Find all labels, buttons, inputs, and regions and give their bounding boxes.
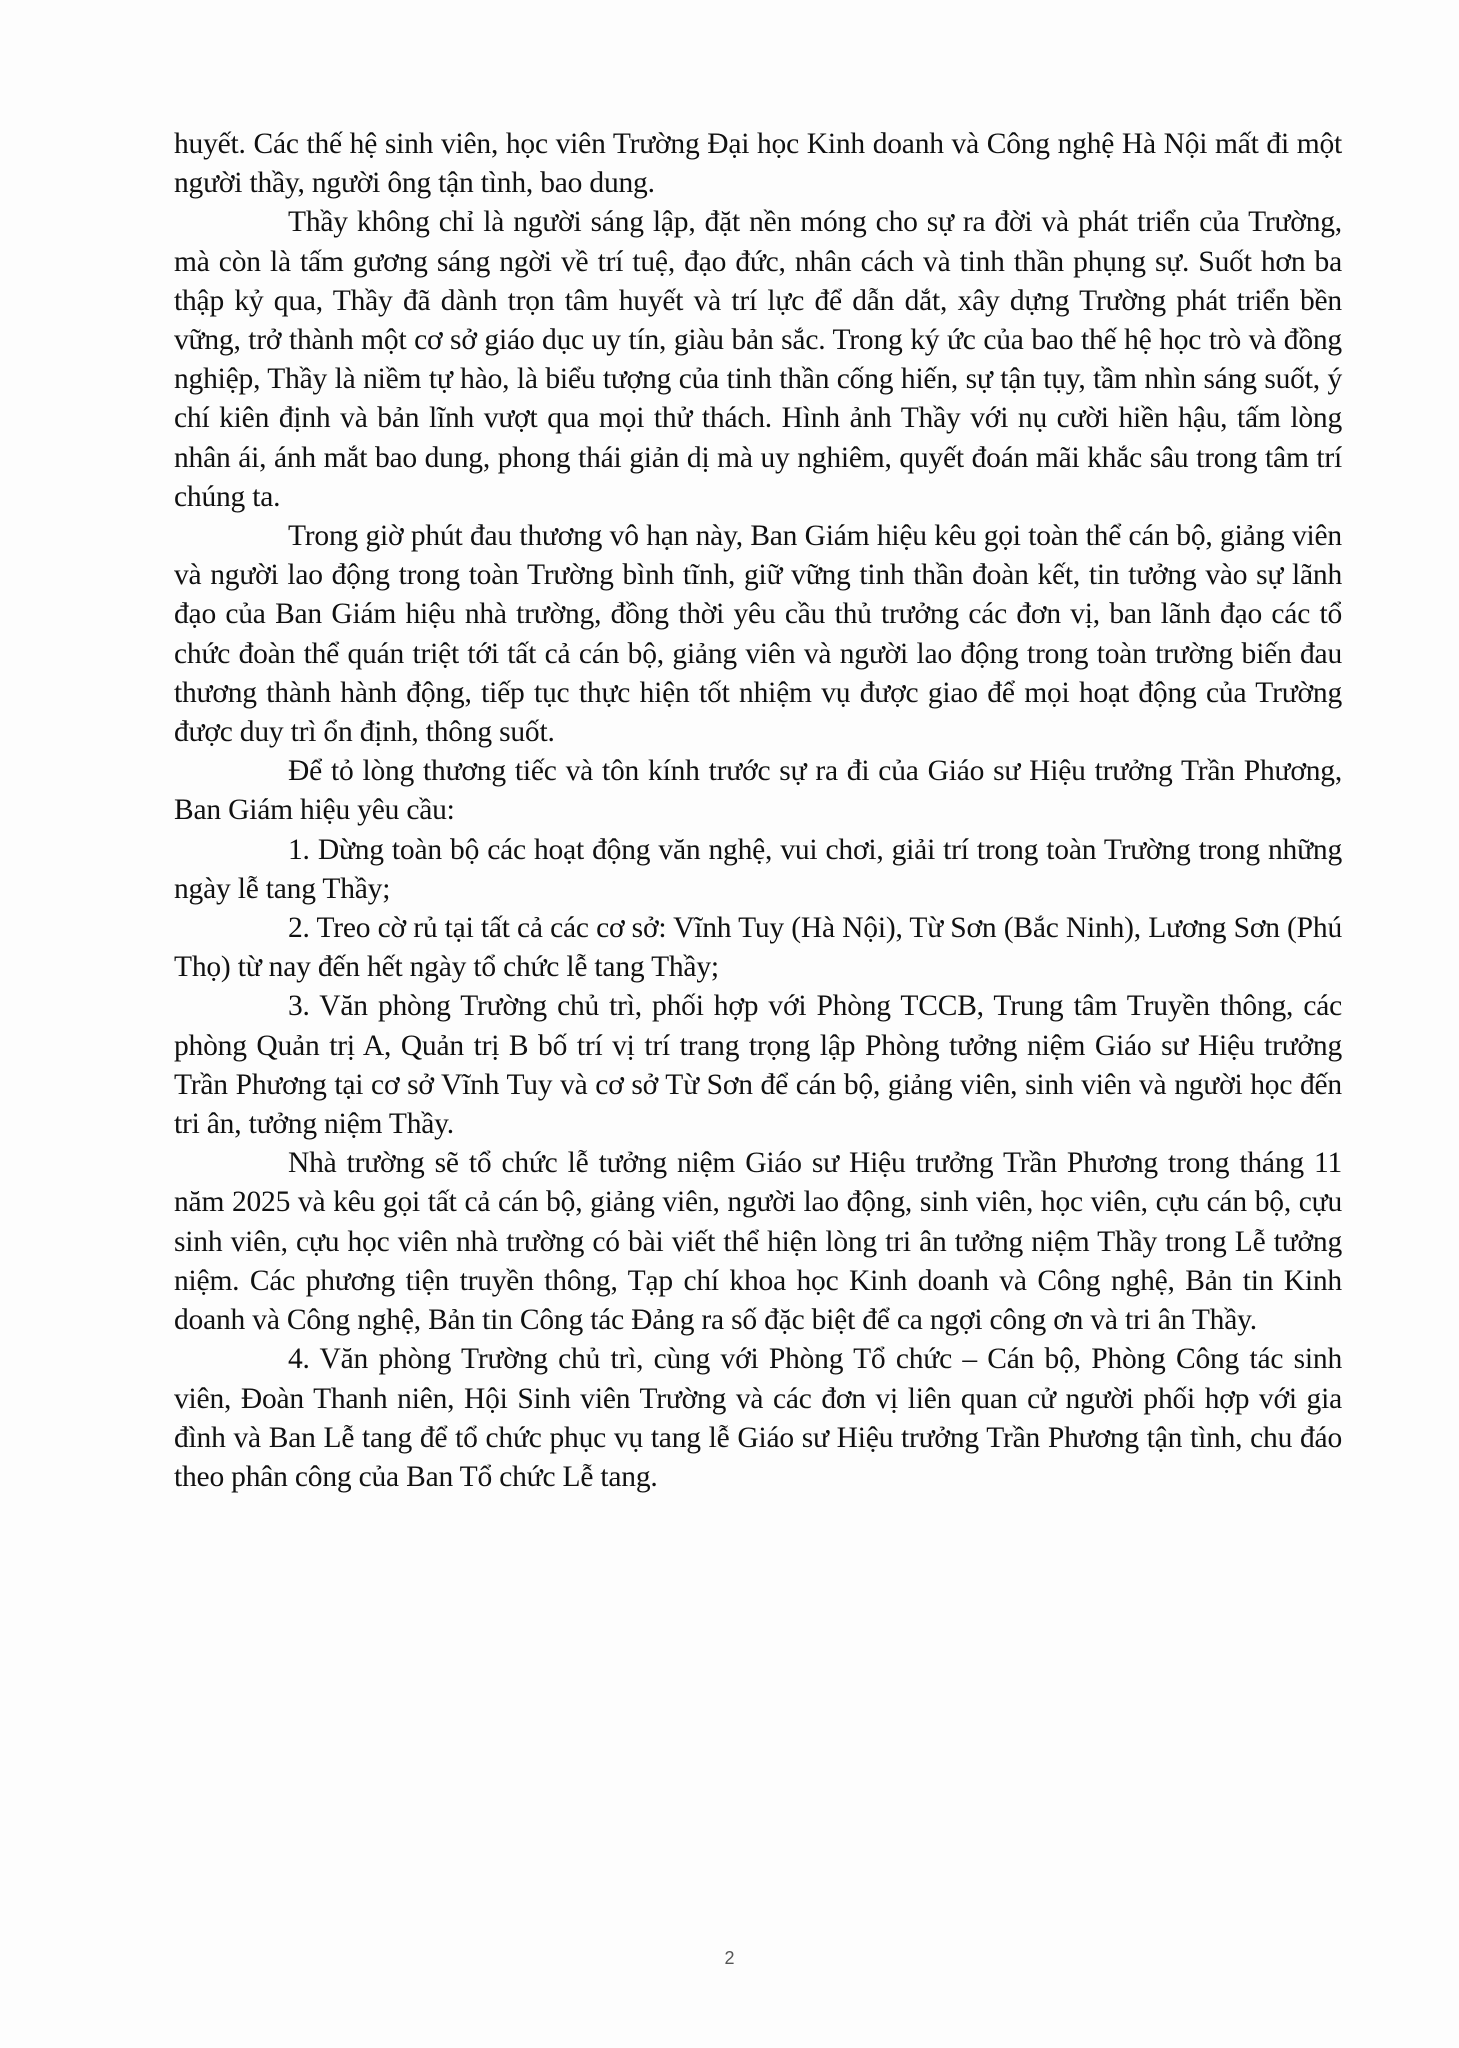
paragraph-memorial: Nhà trường sẽ tổ chức lễ tưởng niệm Giáo sư Hiệu trưởng Trần Phương trong tháng 11 năm 2025 và kêu gọi tất cả cán bộ, giảng viên, người lao động, sinh viên, học viên, cựu cán bộ, cựu sinh viên, cựu học viên nhà trường có bài viết thể hiện lòng tri ân tưởng niệm Thầy trong Lễ tưởng niệm. Các phương tiện truyền thông, Tạp chí khoa học Kinh doanh và Công nghệ, Bản tin Kinh doanh và Công nghệ, Bản tin Công tác Đảng ra số đặc biệt để ca ngợi công ơn và tri ân Thầy. [174,1147,1342,1337]
list-item-2: 2. Treo cờ rủ tại tất cả các cơ sở: Vĩnh Tuy (Hà Nội), Từ Sơn (Bắc Ninh), Lương Sơn (Phú Thọ) từ nay đến hết ngày tổ chức lễ tang Thầy; [174,912,1342,984]
paragraph-continuation: huyết. Các thế hệ sinh viên, học viên Trường Đại học Kinh doanh và Công nghệ Hà Nội mất đi một người thầy, người ông tận tình, bao dung. [174,128,1342,200]
paragraph-requirements-intro: Để tỏ lòng thương tiếc và tôn kính trước sự ra đi của Giáo sư Hiệu trưởng Trần Phương, Ban Giám hiệu yêu cầu: [174,755,1342,827]
document-body [174,125,1342,1497]
paragraph-tribute: Thầy không chỉ là người sáng lập, đặt nền móng cho sự ra đời và phát triển của Trường, mà còn là tấm gương sáng ngời về trí tuệ, đạo đức, nhân cách và tinh thần phụng sự. Suốt hơn ba thập kỷ qua, Thầy đã dành trọn tâm huyết và trí lực để dẫn dắt, xây dựng Trường phát triển bền vững, trở thành một cơ sở giáo dục uy tín, giàu bản sắc. Trong ký ức của bao thế hệ học trò và đồng nghiệp, Thầy là niềm tự hào, là biểu tượng của tinh thần cống hiến, sự tận tụy, tầm nhìn sáng suốt, ý chí kiên định và bản lĩnh vượt qua mọi thử thách. Hình ảnh Thầy với nụ cười hiền hậu, tấm lòng nhân ái, ánh mắt bao dung, phong thái giản dị mà uy nghiêm, quyết đoán mãi khắc sâu trong tâm trí chúng ta. [174,206,1342,513]
list-item-1: 1. Dừng toàn bộ các hoạt động văn nghệ, vui chơi, giải trí trong toàn Trường trong những ngày lễ tang Thầy; [174,833,1342,905]
page-number: 2 [724,1948,735,1968]
paragraph-appeal: Trong giờ phút đau thương vô hạn này, Ban Giám hiệu kêu gọi toàn thể cán bộ, giảng viên và người lao động trong toàn Trường bình tĩnh, giữ vững tinh thần đoàn kết, tin tưởng vào sự lãnh đạo của Ban Giám hiệu nhà trường, đồng thời yêu cầu thủ trưởng các đơn vị, ban lãnh đạo các tổ chức đoàn thể quán triệt tới tất cả cán bộ, giảng viên và người lao động trong toàn trường biến đau thương thành hành động, tiếp tục thực hiện tốt nhiệm vụ được giao để mọi hoạt động của Trường được duy trì ổn định, thông suốt. [174,520,1342,749]
list-item-4: 4. Văn phòng Trường chủ trì, cùng với Phòng Tổ chức – Cán bộ, Phòng Công tác sinh viên, Đoàn Thanh niên, Hội Sinh viên Trường và các đơn vị liên quan cử người phối hợp với gia đình và Ban Lễ tang để tổ chức phục vụ tang lễ Giáo sư Hiệu trưởng Trần Phương tận tình, chu đáo theo phân công của Ban Tổ chức Lễ tang. [174,1343,1342,1493]
list-item-3: 3. Văn phòng Trường chủ trì, phối hợp với Phòng TCCB, Trung tâm Truyền thông, các phòng Quản trị A, Quản trị B bố trí vị trí trang trọng lập Phòng tưởng niệm Giáo sư Hiệu trưởng Trần Phương tại cơ sở Vĩnh Tuy và cơ sở Từ Sơn để cán bộ, giảng viên, sinh viên và người học đến tri ân, tưởng niệm Thầy. [174,990,1342,1141]
